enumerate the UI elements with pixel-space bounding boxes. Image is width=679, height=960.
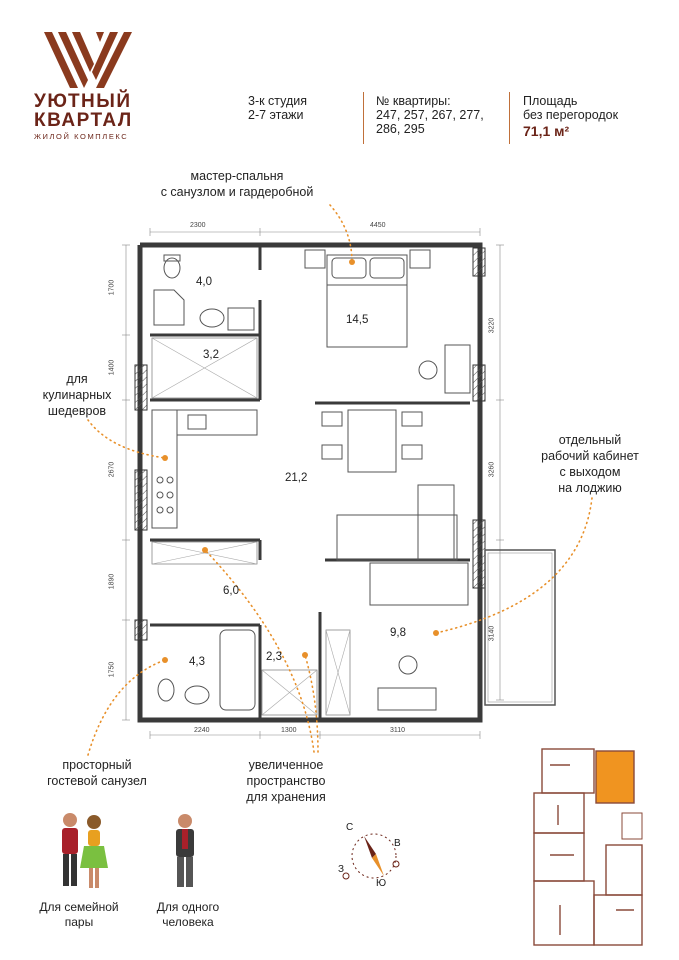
compass-south: Ю	[376, 878, 387, 889]
dim-right-3: 3140	[488, 625, 496, 642]
compass-east: В	[394, 838, 401, 849]
bathroom-fixtures	[154, 255, 254, 330]
callout-leaders	[88, 205, 592, 755]
room-area-wardrobe: 3,2	[203, 349, 219, 361]
dim-bottom-3: 3110	[390, 727, 406, 734]
room-area-bath1: 4,0	[196, 276, 212, 288]
loggia	[485, 550, 555, 705]
compass-north: С	[346, 822, 354, 833]
room-area-bedroom: 14,5	[346, 314, 369, 326]
dim-left-5: 1750	[108, 661, 116, 678]
sofa	[337, 485, 468, 605]
callout-kitchen-line2: кулинарных	[42, 388, 112, 402]
kitchen-counter	[152, 410, 257, 528]
dim-left-3: 2670	[108, 461, 116, 478]
callout-storage-line1: увеличенное	[248, 758, 324, 772]
bedroom-desk	[419, 345, 470, 393]
window	[473, 520, 485, 588]
apt-label: № квартиры:	[376, 94, 451, 108]
callout-kitchen-line1: для	[66, 372, 88, 386]
callout-office-line4: на лоджию	[558, 481, 622, 495]
highlighted-apartment	[596, 751, 634, 803]
caption-single-line1: Для одного	[156, 900, 220, 914]
window	[135, 365, 147, 410]
apt-numbers-line1: 247, 257, 267, 277,	[376, 108, 484, 122]
dim-left-4: 1890	[108, 573, 116, 590]
compass	[334, 820, 414, 890]
type-line1: 3-к студия	[248, 94, 308, 108]
brand-line1: УЮТНЫЙ	[34, 91, 132, 112]
callout-dots	[162, 259, 439, 663]
apt-numbers-line2: 286, 295	[376, 122, 425, 136]
caption-couple-line1: Для семейной	[39, 900, 119, 914]
room-area-hall: 6,0	[223, 585, 239, 597]
single-person-icon	[168, 812, 202, 892]
dim-right-1: 3220	[488, 317, 496, 334]
room-area-storage: 2,3	[266, 651, 282, 663]
brand-subtitle: ЖИЛОЙ КОМПЛЕКС	[34, 132, 129, 141]
callout-master-line1: мастер-спальня	[190, 169, 284, 183]
compass-west: З	[338, 864, 345, 875]
caption-single-line2: человека	[162, 915, 214, 929]
dim-top-left: 2300	[190, 222, 206, 229]
area-value: 71,1 м²	[523, 123, 570, 139]
window	[135, 470, 147, 530]
dimension-lines	[122, 228, 504, 739]
caption-couple	[24, 900, 134, 930]
dim-bottom-1: 2240	[194, 727, 210, 734]
dim-left-2: 1400	[108, 359, 116, 376]
callout-storage-line3: для хранения	[246, 790, 326, 804]
window	[135, 620, 147, 640]
dim-top-right: 4450	[370, 222, 386, 229]
outer-walls	[140, 245, 480, 720]
room-area-office: 9,8	[390, 627, 406, 639]
bed	[305, 250, 430, 347]
dim-left-1: 1700	[108, 279, 116, 296]
callout-kitchen-line3: шедевров	[47, 404, 107, 418]
dining-table	[322, 410, 422, 472]
area-label-line2: без перегородок	[523, 108, 619, 122]
dim-bottom-2: 1300	[281, 727, 297, 734]
room-area-bath2: 4,3	[189, 656, 205, 668]
callout-office-line1: отдельный	[558, 433, 622, 447]
callout-master-line2: с санузлом и гардеробной	[160, 185, 314, 199]
callout-guest-line1: просторный	[62, 758, 132, 772]
callout-guest-line2: гостевой санузел	[47, 774, 147, 788]
room-area-living: 21,2	[285, 472, 308, 484]
type-line2: 2-7 этажи	[248, 108, 304, 122]
window	[473, 248, 485, 276]
caption-couple-line2: пары	[64, 915, 94, 929]
area-label-line1: Площадь	[523, 94, 578, 108]
interior-walls	[150, 245, 470, 720]
callout-office-line3: с выходом	[559, 465, 621, 479]
callout-storage-line2: пространство	[246, 774, 326, 788]
guest-bathroom-fixtures	[158, 630, 255, 710]
floor-key-plan	[530, 745, 648, 950]
office-desk	[378, 656, 436, 710]
couple-icon	[48, 810, 118, 892]
brand-line2: КВАРТАЛ	[34, 110, 133, 131]
callout-office-line2: рабочий кабинет	[541, 449, 639, 463]
caption-single	[140, 900, 236, 930]
dim-right-2: 3260	[488, 461, 496, 478]
window	[473, 365, 485, 401]
